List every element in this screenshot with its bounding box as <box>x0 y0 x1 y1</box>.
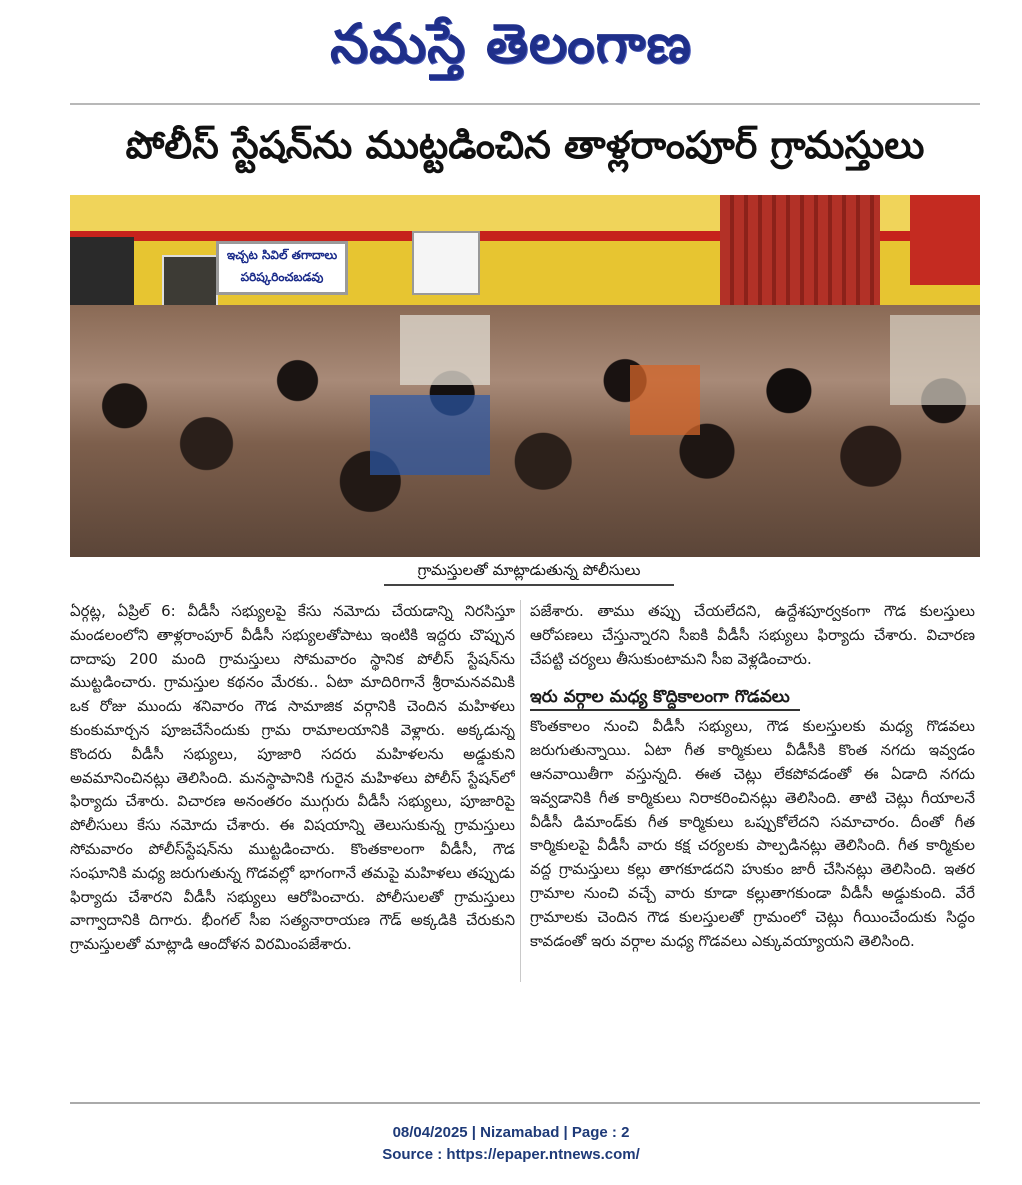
article-column-right <box>530 600 975 988</box>
photo-caption: గ్రామస్తులతో మాట్లాడుతున్న పోలీసులు <box>384 557 674 586</box>
article-body-left: ఏర్గట్ల, ఏప్రిల్ 6: వీడీసీ సభ్యులపై కేసు నమోదు చేయడాన్ని నిరసిస్తూ మండలంలోని తాళ్లరాంపూర్ వీడీసీ సభ్యులతోపాటు ఇంటికి ఇద్దరు చొప్పున దాదాపు 200 మంది గ్రామస్తులు సోమవారం స్థానిక పోలీస్ స్టేషన్‌ను ముట్టడించారు. గ్రామస్తుల కథనం మేరకు.. ఏటా మాదిరిగానే శ్రీరామనవమికి ఒక రోజు ముందు శనివారం గౌడ సామాజిక వర్గానికి చెందిన మహిళలు కుంకుమార్చన పూజచేసేందుకు గ్రామ రామాలయానికి వెళ్లారు. అక్కడున్న కొందరు వీడీసీ సభ్యులు, పూజారి సదరు మహిళలను అడ్డుకుని అవమానించినట్లు తెలిసింది. మనస్థాపానికి గురైన మహిళలు పోలీస్ స్టేషన్‌లో ఫిర్యాదు చేశారు. విచారణ అనంతరం ముగ్గురు వీడీసీ సభ్యులు, పూజారిపై పోలీసులు కేసు నమోదు చేశారు. ఈ విషయాన్ని తెలుసుకున్న గ్రామస్తులు సోమవారం పోలీస్‌స్టేషన్‌ను ముట్టడించారు. కొంతకాలంగా వీడీసీ, గౌడ సంఘానికి మధ్య జరుగుతున్న గొడవల్లో భాగంగానే తమపై మహిళలు తప్పుడు ఫిర్యాదు చేశారని వీడీసీ సభ్యులు ఆరోపించారు. పోలీసులతో గ్రామస్తులు వాగ్వాదానికి దిగారు. భీంగల్ సీఐ సత్యనారాయణ గౌడ్ అక్కడికి చేరుకుని గ్రామస్తులతో మాట్లాడి ఆందోళన విరమింపజేశారు. <box>70 602 515 954</box>
photo-crowd <box>70 305 980 557</box>
photo-right-highlight <box>890 315 980 405</box>
sign-board-line-2: పరిష్కరించబడవు <box>240 270 324 284</box>
news-photo <box>70 195 980 557</box>
bottom-rule <box>70 1102 980 1104</box>
photo-shirt-highlight <box>400 315 490 385</box>
article-body-right-1: పజేశారు. తాము తప్పు చేయలేదని, ఉద్దేశపూర్వకంగా గౌడ కులస్తులు ఆరోపణలు చేస్తున్నారని సీఐకి వీడీసీ సభ్యులు ఫిర్యాదు చేశారు. విచారణ చేపట్టి చర్యలు తీసుకుంటామని సీఐ వెళ్లడించారు. <box>530 602 975 668</box>
sign-board-line-1: ఇచ్చట సివిల్ తగాదాలు <box>226 248 338 262</box>
footer-source-link[interactable]: Source : https://epaper.ntnews.com/ <box>382 1146 640 1163</box>
top-rule <box>70 103 980 105</box>
photo-blue-highlight <box>370 395 490 475</box>
article-subhead: ఇరు వర్గాల మధ్య కొద్దికాలంగా గొడవలు <box>530 685 800 711</box>
headline: పోలీస్ స్టేషన్‌ను ముట్టడించిన తాళ్లరాంపూర్ గ్రామస్తులు <box>125 123 925 167</box>
photo-sign-board <box>216 241 348 295</box>
masthead-logo: నమస్తే తెలంగాణ <box>330 12 692 75</box>
photo-poster <box>412 231 480 295</box>
article-body-right-2: కొంతకాలం నుంచి వీడీసీ సభ్యులు, గౌడ కులస్తులకు మధ్య గొడవలు జరుగుతున్నాయి. ఏటా గీత కార్మికులు వీడీసీకి కొంత నగదు ఇవ్వడం ఆనవాయితీగా వస్తున్నది. ఈత చెట్లు లేకపోవడంతో ఈ ఏడాది నగదు ఇవ్వడానికి గీత కార్మికులు నిరాకరించినట్లు తెలిసింది. తాటి చెట్లు గీయాలనే వీడీసీ డిమాండ్‌కు గీత కార్మికులు ఒప్పుకోలేదని సమాచారం. దీంతో గీత కార్మికులపై వీడీసీ వారు కక్ష చర్యలకు పాల్పడినట్లు తెలిసింది. గీత కార్మికుల వద్ద గ్రామస్తులు కల్లు తాగకూడదని హుకుం జారీ చేసినట్లు తెలిసింది. ఇతర గ్రామాల నుంచి వచ్చే వారు కూడా కల్లుతాగకుండా వీడీసీ అడ్డుకుంది. వేరే గ్రామాలకు చెందిన గౌడ కులస్తులతో గ్రామంలో చెట్లు గీయించేందుకు సిద్ధం కావడంతో ఇరు వర్గాల మధ్య గొడవలు ఎక్కువయ్యాయని తెలిసింది. <box>530 717 975 950</box>
photo-door-right <box>910 195 980 285</box>
footer-edition-info: 08/04/2025 | Nizamabad | Page : 2 <box>392 1124 630 1141</box>
photo-orange-highlight <box>630 365 700 435</box>
photo-shutter <box>720 195 880 305</box>
column-divider <box>520 600 521 982</box>
article-column-left <box>70 600 515 988</box>
